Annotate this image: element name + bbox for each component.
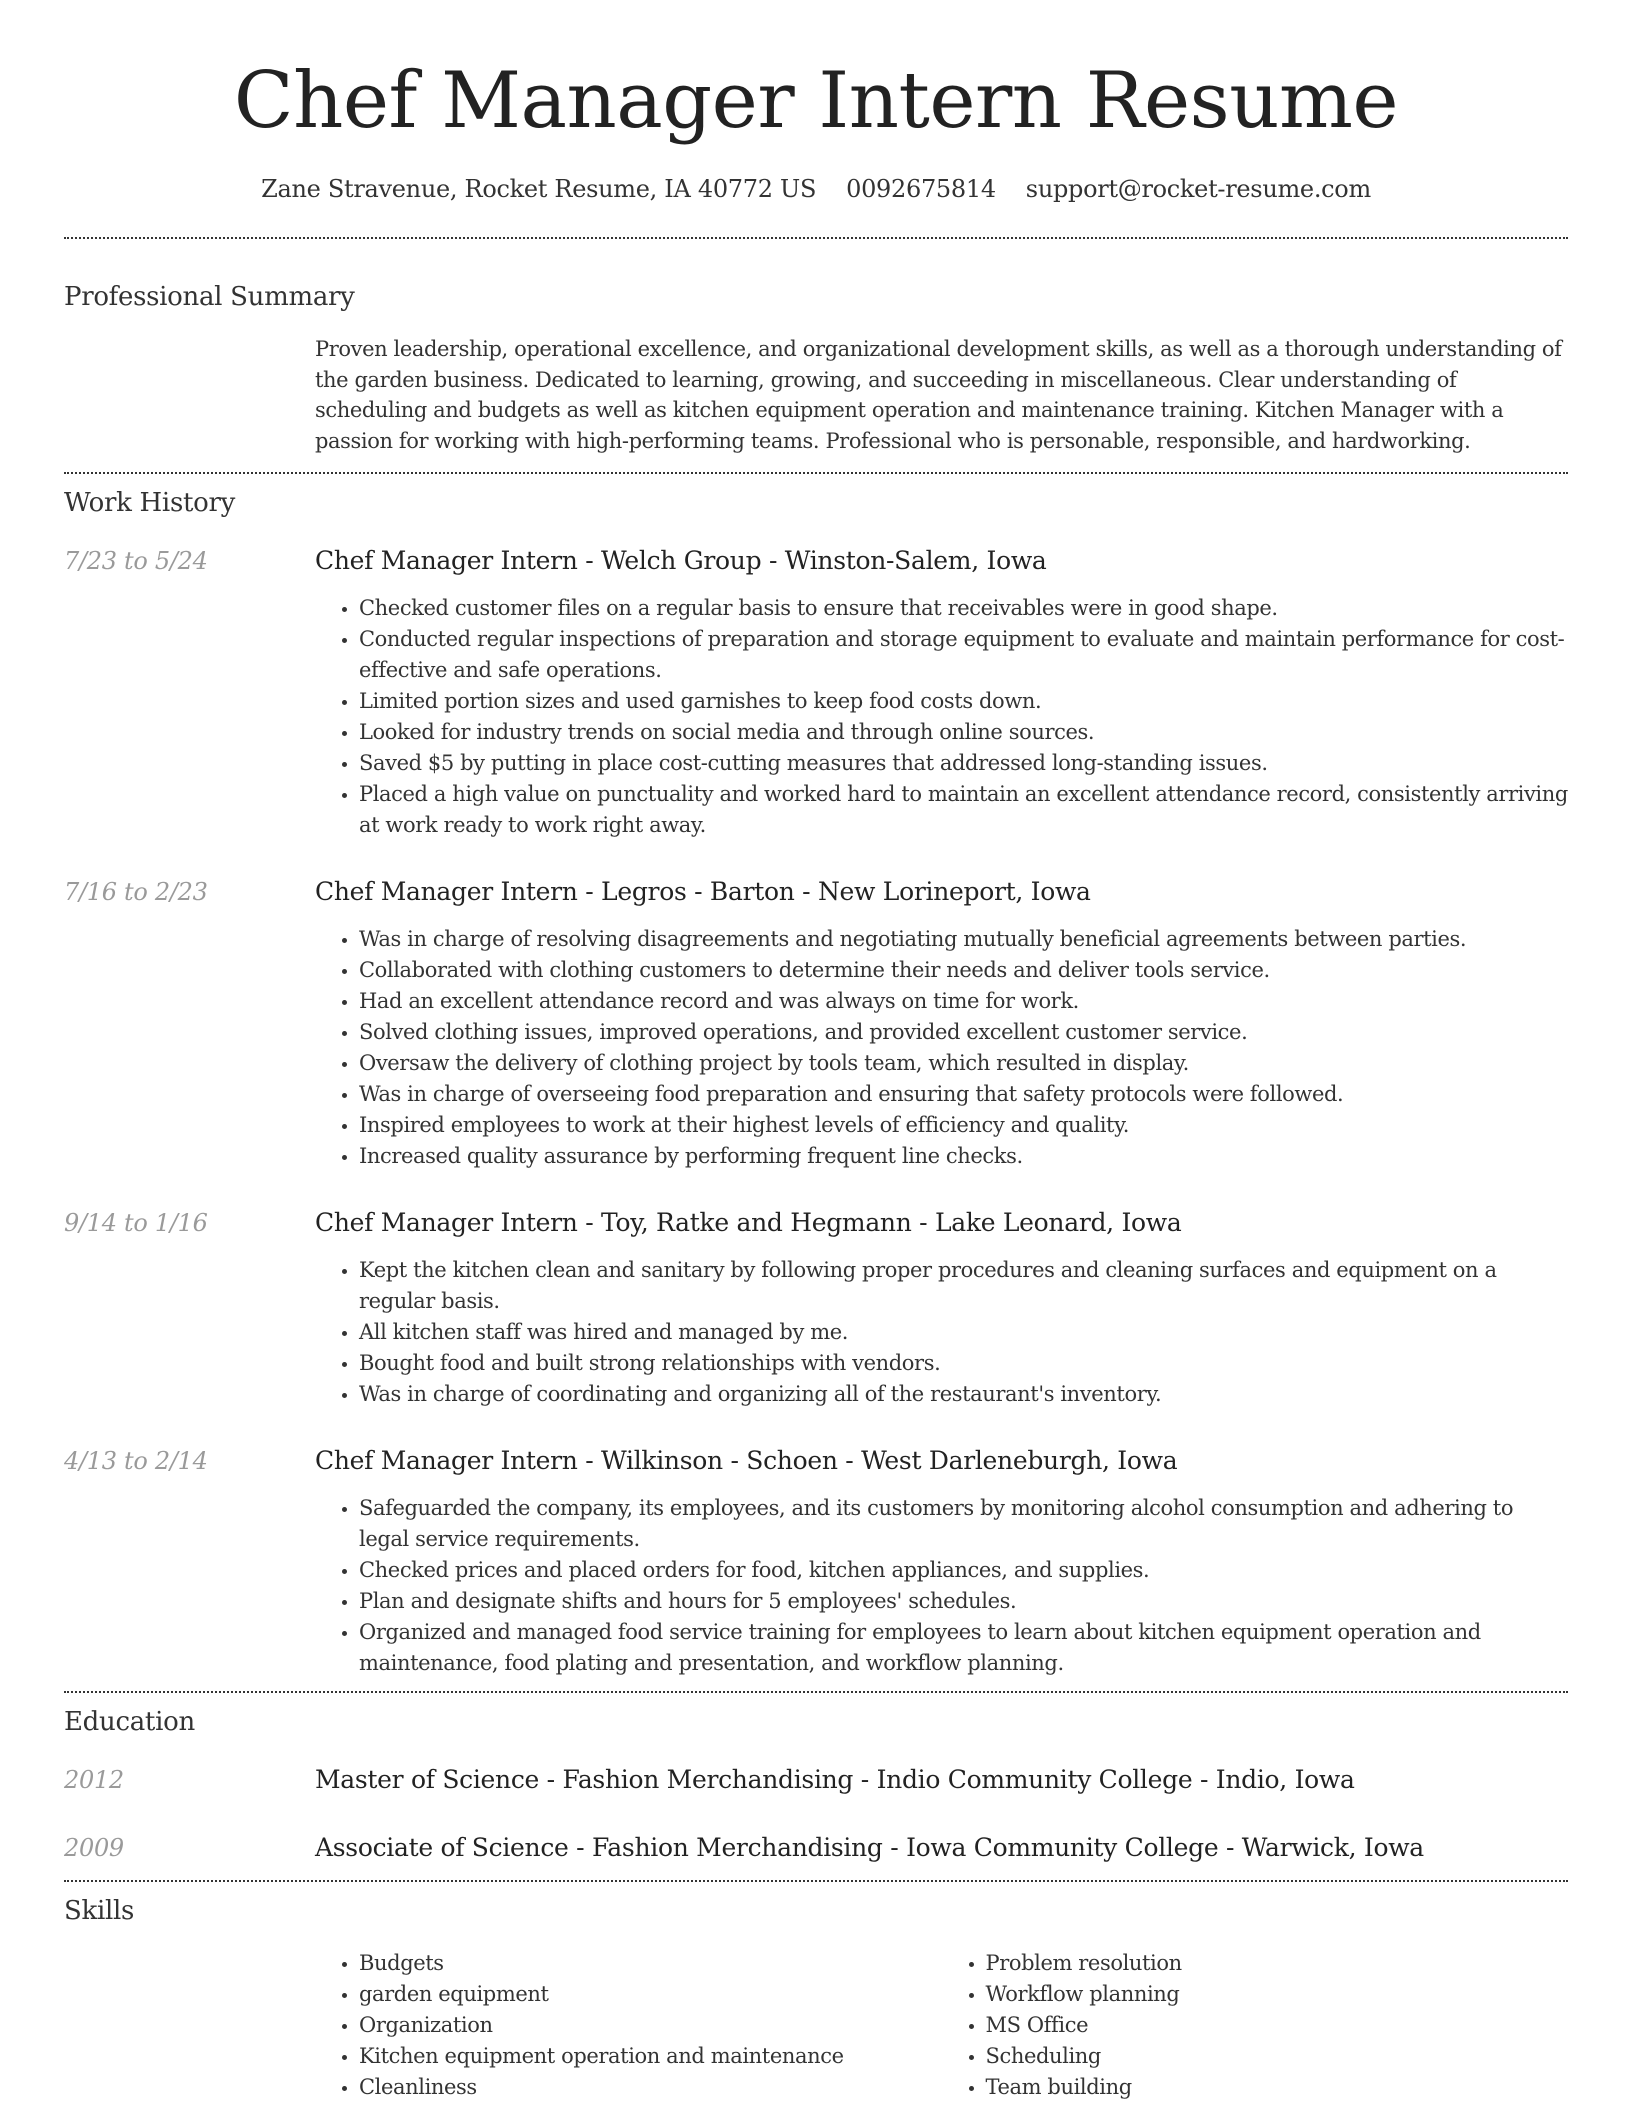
list-item: • Placed a high value on punctuality and worked hard to maintain an excellent attendance record, consistently arriving at work ready to work right away. xyxy=(359,779,1568,841)
list-item: • Organization xyxy=(359,2010,942,2041)
list-item: • garden equipment xyxy=(359,1979,942,2010)
work-history-heading: Work History xyxy=(64,488,236,518)
list-item: • Kept the kitchen clean and sanitary by following proper procedures and cleaning surfaces and equipment on a regular basis. xyxy=(359,1255,1568,1317)
education-year: 2012 xyxy=(64,1766,124,1794)
list-item: • Cleanliness xyxy=(359,2072,942,2103)
list-item: • Looked for industry trends on social media and through online sources. xyxy=(359,717,1568,748)
education-degree: Master of Science - Fashion Merchandising - Indio Community College - Indio, Iowa xyxy=(315,1765,1355,1794)
job-title: Chef Manager Intern - Legros - Barton - New Lorineport, Iowa xyxy=(315,877,1091,906)
section-divider xyxy=(64,237,1568,239)
job-bullets xyxy=(315,593,1568,841)
contact-email: support@rocket-resume.com xyxy=(1025,175,1371,203)
job-dates: 7/23 to 5/24 xyxy=(64,547,208,575)
skills-columns xyxy=(315,1948,1568,2103)
section-divider xyxy=(64,472,1568,474)
education-heading: Education xyxy=(64,1707,195,1737)
skills-section xyxy=(64,1894,1568,2103)
summary-section xyxy=(64,280,1568,456)
list-item: • Oversaw the delivery of clothing project by tools team, which resulted in display. xyxy=(359,1048,1568,1079)
job-entry xyxy=(64,875,1568,1172)
job-title: Chef Manager Intern - Welch Group - Winston-Salem, Iowa xyxy=(315,546,1047,575)
list-item: • Saved $5 by putting in place cost-cutting measures that addressed long-standing issues. xyxy=(359,748,1568,779)
list-item: • Safeguarded the company, its employees, and its customers by monitoring alcohol consumption and adhering to legal service requirements. xyxy=(359,1493,1568,1555)
list-item: • Problem resolution xyxy=(986,1948,1569,1979)
list-item: • Budgets xyxy=(359,1948,942,1979)
job-entry xyxy=(64,1206,1568,1410)
list-item: • MS Office xyxy=(986,2010,1569,2041)
list-item: • Inspired employees to work at their highest levels of efficiency and quality. xyxy=(359,1110,1568,1141)
skills-list-left xyxy=(315,1948,942,2103)
resume-title: Chef Manager Intern Resume xyxy=(233,56,1399,146)
list-item: • Conducted regular inspections of preparation and storage equipment to evaluate and maintain performance for cost-effective and safe operations. xyxy=(359,624,1568,686)
list-item: • Solved clothing issues, improved operations, and provided excellent customer service. xyxy=(359,1017,1568,1048)
list-item: • Was in charge of coordinating and organizing all of the restaurant's inventory. xyxy=(359,1379,1568,1410)
job-entry xyxy=(64,544,1568,841)
job-bullets xyxy=(315,1255,1568,1410)
contact-line xyxy=(64,172,1568,206)
contact-address: Zane Stravenue, Rocket Resume, IA 40772 US xyxy=(261,175,817,203)
list-item: • Increased quality assurance by performing frequent line checks. xyxy=(359,1141,1568,1172)
job-dates: 9/14 to 1/16 xyxy=(64,1209,208,1237)
job-bullets xyxy=(315,924,1568,1172)
list-item: • Collaborated with clothing customers to determine their needs and deliver tools service. xyxy=(359,955,1568,986)
work-history-section xyxy=(64,486,1568,1679)
list-item: • Kitchen equipment operation and maintenance xyxy=(359,2041,942,2072)
education-entry xyxy=(64,1831,1568,1865)
list-item: • Was in charge of overseeing food preparation and ensuring that safety protocols were followed. xyxy=(359,1079,1568,1110)
education-year: 2009 xyxy=(64,1834,124,1862)
skills-list-right xyxy=(942,1948,1569,2103)
list-item: • Scheduling xyxy=(986,2041,1569,2072)
section-divider xyxy=(64,1880,1568,1882)
list-item: • Was in charge of resolving disagreements and negotiating mutually beneficial agreements between parties. xyxy=(359,924,1568,955)
list-item: • Bought food and built strong relationships with vendors. xyxy=(359,1348,1568,1379)
list-item: • Had an excellent attendance record and was always on time for work. xyxy=(359,986,1568,1017)
section-divider xyxy=(64,1691,1568,1693)
skills-heading: Skills xyxy=(64,1896,135,1926)
job-bullets xyxy=(315,1493,1568,1679)
list-item: • All kitchen staff was hired and managed by me. xyxy=(359,1317,1568,1348)
list-item: • Checked customer files on a regular basis to ensure that receivables were in good shape. xyxy=(359,593,1568,624)
list-item: • Workflow planning xyxy=(986,1979,1569,2010)
list-item: • Limited portion sizes and used garnishes to keep food costs down. xyxy=(359,686,1568,717)
job-title: Chef Manager Intern - Wilkinson - Schoen - West Darleneburgh, Iowa xyxy=(315,1446,1178,1475)
summary-text: Proven leadership, operational excellence, and organizational development skills, as well as a thorough understanding of the garden business. Dedicated to learning, growing, and succeeding in miscellaneous. Clear understanding of scheduling and budgets as well as kitchen equipment operation and maintenance training. Kitchen Manager with a passion for working with high-performing teams. Professional who is personable, responsible, and hardworking. xyxy=(315,337,1562,453)
list-item: • Plan and designate shifts and hours for 5 employees' schedules. xyxy=(359,1586,1568,1617)
contact-phone: 0092675814 xyxy=(846,175,996,203)
resume-page xyxy=(64,0,1568,2103)
job-entry xyxy=(64,1444,1568,1679)
job-dates: 7/16 to 2/23 xyxy=(64,878,208,906)
list-item: • Team building xyxy=(986,2072,1569,2103)
education-entry xyxy=(64,1763,1568,1797)
list-item: • Checked prices and placed orders for food, kitchen appliances, and supplies. xyxy=(359,1555,1568,1586)
job-title: Chef Manager Intern - Toy, Ratke and Hegmann - Lake Leonard, Iowa xyxy=(315,1208,1182,1237)
education-section xyxy=(64,1705,1568,1865)
job-dates: 4/13 to 2/14 xyxy=(64,1447,208,1475)
resume-header xyxy=(64,52,1568,206)
summary-heading: Professional Summary xyxy=(64,282,355,312)
education-degree: Associate of Science - Fashion Merchandising - Iowa Community College - Warwick, Iowa xyxy=(315,1833,1424,1862)
list-item: • Organized and managed food service training for employees to learn about kitchen equipment operation and maintenance, food plating and presentation, and workflow planning. xyxy=(359,1617,1568,1679)
